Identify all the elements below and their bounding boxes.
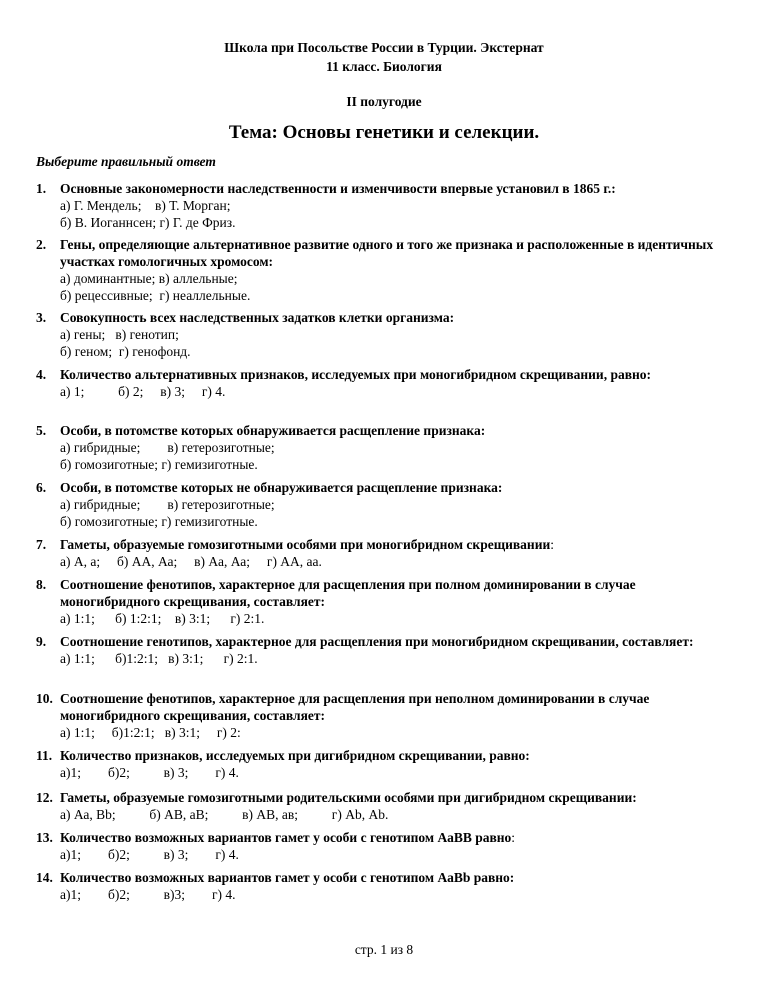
question-9 [36, 633, 736, 667]
answer-options: а) гибридные; в) гетерозиготные; [60, 497, 275, 512]
answer-options: а) доминантные; в) аллельные; [60, 271, 238, 286]
question-6 [36, 479, 736, 530]
answer-options: а) 1:1; б)1:2:1; в) 3:1; г) 2:1. [60, 651, 258, 666]
question-number: 10. [36, 691, 53, 706]
answer-options: б) гомозиготные; г) гемизиготные. [60, 514, 258, 529]
question-3 [36, 309, 736, 360]
answer-options: а) Г. Мендель; в) Т. Морган; [60, 198, 231, 213]
question-text: Особи, в потомстве которых обнаруживается расщепление признака: [60, 423, 486, 438]
answer-options: а) 1:1; б) 1:2:1; в) 3:1; г) 2:1. [60, 611, 265, 626]
question-number: 4. [36, 367, 47, 382]
answer-options: а) Аа, Bb; б) АВ, аВ; в) АВ, ав; г) Аb, Аb. [60, 807, 389, 822]
answer-options: а) гены; в) генотип; [60, 327, 179, 342]
answer-options: б) гомозиготные; г) гемизиготные. [60, 457, 258, 472]
question-number: 6. [36, 480, 47, 495]
half-year-label: II полугодие [346, 94, 422, 109]
question-number: 14. [36, 870, 53, 885]
question-number: 2. [36, 237, 47, 252]
question-number: 5. [36, 423, 47, 438]
answer-options: а) 1; б) 2; в) 3; г) 4. [60, 384, 226, 399]
answer-options: а)1; б)2; в) 3; г) 4. [60, 765, 239, 780]
answer-options: а)1; б)2; в)3; г) 4. [60, 887, 236, 902]
question-11 [36, 747, 736, 781]
question-number: 11. [36, 748, 53, 763]
question-text: Гаметы, образуемые гомозиготными родительскими особями при дигибридном скрещивании: [60, 790, 637, 805]
question-number: 12. [36, 790, 53, 805]
question-13 [36, 829, 736, 863]
answer-options: а) гибридные; в) гетерозиготные; [60, 440, 275, 455]
question-text: Количество возможных вариантов гамет у особи с генотипом АаВВ равно: [60, 830, 516, 845]
question-10 [36, 690, 736, 741]
answer-options: а) А, а; б) АА, Аа; в) Аа, Аа; г) АА, аа. [60, 554, 322, 569]
grade-subject: 11 класс. Биология [326, 59, 442, 74]
instruction-text: Выберите правильный ответ [36, 154, 216, 169]
question-text: Совокупность всех наследственных задатков клетки организма: [60, 310, 455, 325]
question-number: 1. [36, 181, 47, 196]
question-4 [36, 366, 736, 400]
question-text: Количество возможных вариантов гамет у особи с генотипом АаBb равно: [60, 870, 515, 885]
question-text: Особи, в потомстве которых не обнаруживается расщепление признака: [60, 480, 503, 495]
answer-options: б) рецессивные; г) неаллельные. [60, 288, 251, 303]
school-name: Школа при Посольстве России в Турции. Экстернат [224, 40, 544, 55]
page-number: стр. 1 из 8 [354, 942, 414, 957]
question-number: 7. [36, 537, 47, 552]
question-number: 3. [36, 310, 47, 325]
question-number: 8. [36, 577, 47, 592]
question-2 [36, 236, 736, 304]
answer-options: б) геном; г) генофонд. [60, 344, 191, 359]
question-text: Соотношение фенотипов, характерное для расщепления при полном доминировании в случае моногибридного скрещивания, составляет: [60, 577, 636, 609]
answer-options: а)1; б)2; в) 3; г) 4. [60, 847, 239, 862]
question-8 [36, 576, 736, 627]
question-text: Соотношение фенотипов, характерное для расщепления при неполном доминировании в случае моногибридного скрещивания, составляет: [60, 691, 650, 723]
question-text: Основные закономерности наследственности и изменчивости впервые установил в 1865 г.: [60, 181, 616, 196]
question-5 [36, 422, 736, 473]
question-text: Гены, определяющие альтернативное развитие одного и того же признака и расположенные в идентичных участках гомологичных хромосом: [60, 237, 714, 269]
question-text: Соотношение генотипов, характерное для расщепления при моногибридном скрещивании, составляет: [60, 634, 694, 649]
question-text: Количество альтернативных признаков, исследуемых при моногибридном скрещивании, равно: [60, 367, 652, 382]
question-text: Количество признаков, исследуемых при дигибридном скрещивании, равно: [60, 748, 530, 763]
question-12 [36, 789, 736, 823]
answer-options: б) В. Иоганнсен; г) Г. де Фриз. [60, 215, 236, 230]
question-7 [36, 536, 736, 570]
question-text: Гаметы, образуемые гомозиготными особями при моногибридном скрещивании: [60, 537, 555, 552]
question-14 [36, 869, 736, 903]
topic-title: Тема: Основы генетики и селекции. [228, 122, 540, 143]
question-number: 13. [36, 830, 53, 845]
question-1 [36, 180, 736, 231]
answer-options: а) 1:1; б)1:2:1; в) 3:1; г) 2: [60, 725, 241, 740]
question-number: 9. [36, 634, 47, 649]
